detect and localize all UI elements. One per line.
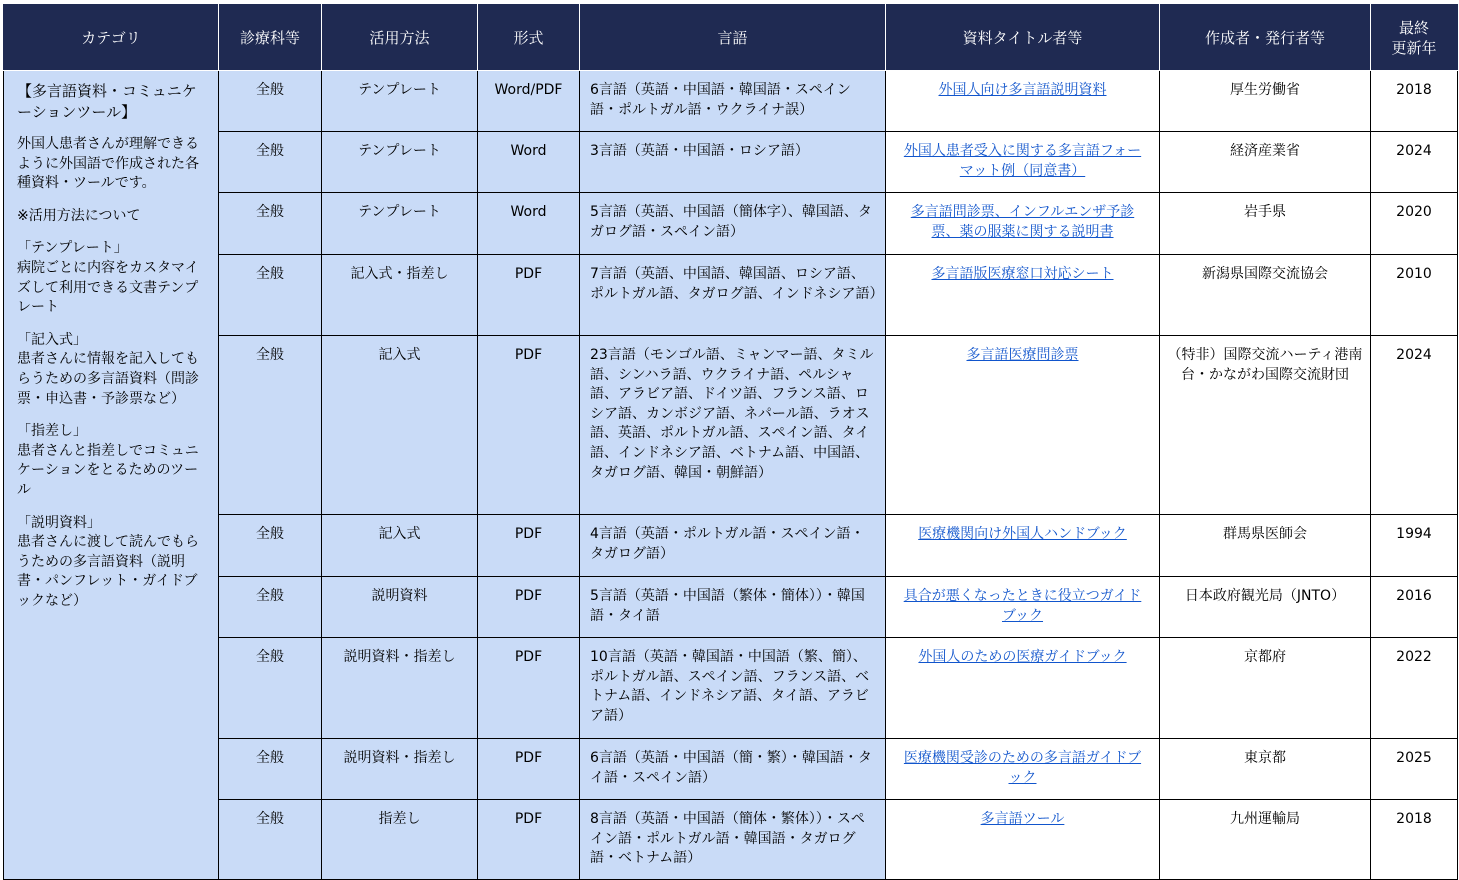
table-row <box>4 800 1458 880</box>
title-cell <box>886 638 1160 739</box>
table-row <box>4 515 1458 577</box>
format-cell: PDF <box>478 577 580 638</box>
author-cell: 岩手県 <box>1160 193 1371 255</box>
title-cell <box>886 800 1160 880</box>
header-title: 資料タイトル者等 <box>886 5 1160 71</box>
table-row <box>4 739 1458 800</box>
title-cell <box>886 577 1160 638</box>
resource-title-link[interactable]: 外国人患者受入に関する多言語フォーマット例（同意書） <box>903 143 1142 179</box>
category-cell <box>4 71 219 880</box>
title-cell <box>886 336 1160 515</box>
author-cell: 東京都 <box>1160 739 1371 800</box>
year-cell: 2020 <box>1371 193 1458 255</box>
year-cell: 2022 <box>1371 638 1458 739</box>
author-cell: 群馬県医師会 <box>1160 515 1371 577</box>
author-cell: 新潟県国際交流協会 <box>1160 255 1371 336</box>
table-row <box>4 132 1458 193</box>
department-cell: 全般 <box>219 638 322 739</box>
header-format: 形式 <box>478 5 580 71</box>
department-cell: 全般 <box>219 515 322 577</box>
year-cell: 2010 <box>1371 255 1458 336</box>
usage-cell: 指差し <box>322 800 478 880</box>
title-cell <box>886 255 1160 336</box>
header-usage: 活用方法 <box>322 5 478 71</box>
title-cell <box>886 739 1160 800</box>
table-row <box>4 255 1458 336</box>
category-paragraph: 「指差し」 患者さんと指差しでコミュニケーションをとるためのツール <box>17 423 199 498</box>
year-cell: 2018 <box>1371 71 1458 132</box>
year-cell: 2018 <box>1371 800 1458 880</box>
usage-cell: テンプレート <box>322 132 478 193</box>
category-paragraph: 「記入式」 患者さんに情報を記入してもらうための多言語資料（問診票・申込書・予診票など） <box>17 331 199 407</box>
header-author: 作成者・発行者等 <box>1160 5 1371 71</box>
table-row <box>4 638 1458 739</box>
category-title: 【多言語資料・コミュニケーションツール】 <box>17 82 197 121</box>
year-cell: 2025 <box>1371 739 1458 800</box>
category-paragraph: 「テンプレート」 病院ごとに内容をカスタマイズして利用できる文書テンプレート <box>17 240 199 316</box>
language-cell: 7言語（英語、中国語、韓国語、ロシア語、ポルトガル語、タガログ語、インドネシア語） <box>580 255 886 336</box>
resource-title-link[interactable]: 多言語医療問診票 <box>966 347 1079 363</box>
category-paragraph: ※活用方法について <box>17 207 141 224</box>
table-row <box>4 193 1458 255</box>
author-cell: （特非）国際交流ハーティ港南台・かながわ国際交流財団 <box>1160 336 1371 515</box>
table-row <box>4 71 1458 132</box>
department-cell: 全般 <box>219 132 322 193</box>
resource-title-link[interactable]: 外国人のための医療ガイドブック <box>918 649 1127 665</box>
format-cell: PDF <box>478 336 580 515</box>
language-cell: 10言語（英語・韓国語・中国語（繁、簡）、ポルトガル語、スペイン語、フランス語、ベトナム語、インドネシア語、タイ語、アラビア語） <box>580 638 886 739</box>
table-row <box>4 336 1458 515</box>
language-cell: 6言語（英語・中国語・韓国語・スペイン語・ポルトガル語・ウクライナ誤） <box>580 71 886 132</box>
author-cell: 京都府 <box>1160 638 1371 739</box>
usage-cell: テンプレート <box>322 193 478 255</box>
department-cell: 全般 <box>219 577 322 638</box>
language-cell: 5言語（英語・中国語（繁体・簡体））・韓国語・タイ語 <box>580 577 886 638</box>
title-cell <box>886 132 1160 193</box>
usage-cell: テンプレート <box>322 71 478 132</box>
usage-cell: 説明資料・指差し <box>322 638 478 739</box>
language-cell: 6言語（英語・中国語（簡・繁）・韓国語・タイ語・スペイン語） <box>580 739 886 800</box>
format-cell: PDF <box>478 739 580 800</box>
department-cell: 全般 <box>219 336 322 515</box>
format-cell: Word <box>478 132 580 193</box>
usage-cell: 記入式・指差し <box>322 255 478 336</box>
format-cell: PDF <box>478 800 580 880</box>
format-cell: PDF <box>478 255 580 336</box>
format-cell: Word <box>478 193 580 255</box>
format-cell: Word/PDF <box>478 71 580 132</box>
language-cell: 8言語（英語・中国語（簡体・繁体））・スペイン語・ポルトガル語・韓国語・タガログ語・ベトナム語） <box>580 800 886 880</box>
category-paragraph: 外国人患者さんが理解できるように外国語で作成された各種資料・ツールです。 <box>17 136 199 192</box>
title-cell <box>886 71 1160 132</box>
format-cell: PDF <box>478 638 580 739</box>
header-year: 最終 更新年 <box>1371 5 1458 71</box>
resource-title-link[interactable]: 多言語版医療窓口対応シート <box>931 266 1114 282</box>
usage-cell: 説明資料・指差し <box>322 739 478 800</box>
resource-title-link[interactable]: 多言語問診票、インフルエンザ予診票、薬の服薬に関する説明書 <box>910 204 1135 240</box>
department-cell: 全般 <box>219 71 322 132</box>
header-department: 診療科等 <box>219 5 322 71</box>
language-cell: 23言語（モンゴル語、ミャンマー語、タミル語、シンハラ語、ウクライナ語、ペルシャ語、アラビア語、ドイツ語、フランス語、ロシア語、カンボジア語、ネパール語、ラオス語、英語、ポルトガル語、スペイン語、タイ語、インドネシア語、ベトナム語、中国語、タガログ語、韓国・朝鮮語） <box>580 336 886 515</box>
language-cell: 5言語（英語、中国語（簡体字）、韓国語、タガログ語・スペイン語） <box>580 193 886 255</box>
resource-title-link[interactable]: 医療機関受診のための多言語ガイドブック <box>903 750 1142 786</box>
author-cell: 日本政府観光局（JNTO） <box>1160 577 1371 638</box>
usage-cell: 説明資料 <box>322 577 478 638</box>
resource-title-link[interactable]: 多言語ツール <box>980 811 1065 827</box>
format-cell: PDF <box>478 515 580 577</box>
language-cell: 3言語（英語・中国語・ロシア語） <box>580 132 886 193</box>
author-cell: 経済産業省 <box>1160 132 1371 193</box>
department-cell: 全般 <box>219 193 322 255</box>
language-cell: 4言語（英語・ポルトガル語・スペイン語・タガログ語） <box>580 515 886 577</box>
resource-title-link[interactable]: 医療機関向け外国人ハンドブック <box>918 526 1127 542</box>
year-cell: 2024 <box>1371 336 1458 515</box>
header-row <box>4 5 1458 71</box>
usage-cell: 記入式 <box>322 336 478 515</box>
header-category: カテゴリ <box>4 5 219 71</box>
author-cell: 厚生労働省 <box>1160 71 1371 132</box>
table-row <box>4 577 1458 638</box>
department-cell: 全般 <box>219 800 322 880</box>
author-cell: 九州運輸局 <box>1160 800 1371 880</box>
department-cell: 全般 <box>219 739 322 800</box>
title-cell <box>886 515 1160 577</box>
year-cell: 2024 <box>1371 132 1458 193</box>
usage-cell: 記入式 <box>322 515 478 577</box>
year-cell: 1994 <box>1371 515 1458 577</box>
year-cell: 2016 <box>1371 577 1458 638</box>
category-paragraph: 「説明資料」 患者さんに渡して読んでもらうための多言語資料（説明書・パンフレット・ガイドブックなど） <box>17 514 199 609</box>
resource-table <box>3 4 1458 880</box>
resource-title-link[interactable]: 外国人向け多言語説明資料 <box>938 82 1107 98</box>
title-cell <box>886 193 1160 255</box>
resource-title-link[interactable]: 具合が悪くなったときに役立つガイドブック <box>903 588 1142 624</box>
header-language: 言語 <box>580 5 886 71</box>
department-cell: 全般 <box>219 255 322 336</box>
